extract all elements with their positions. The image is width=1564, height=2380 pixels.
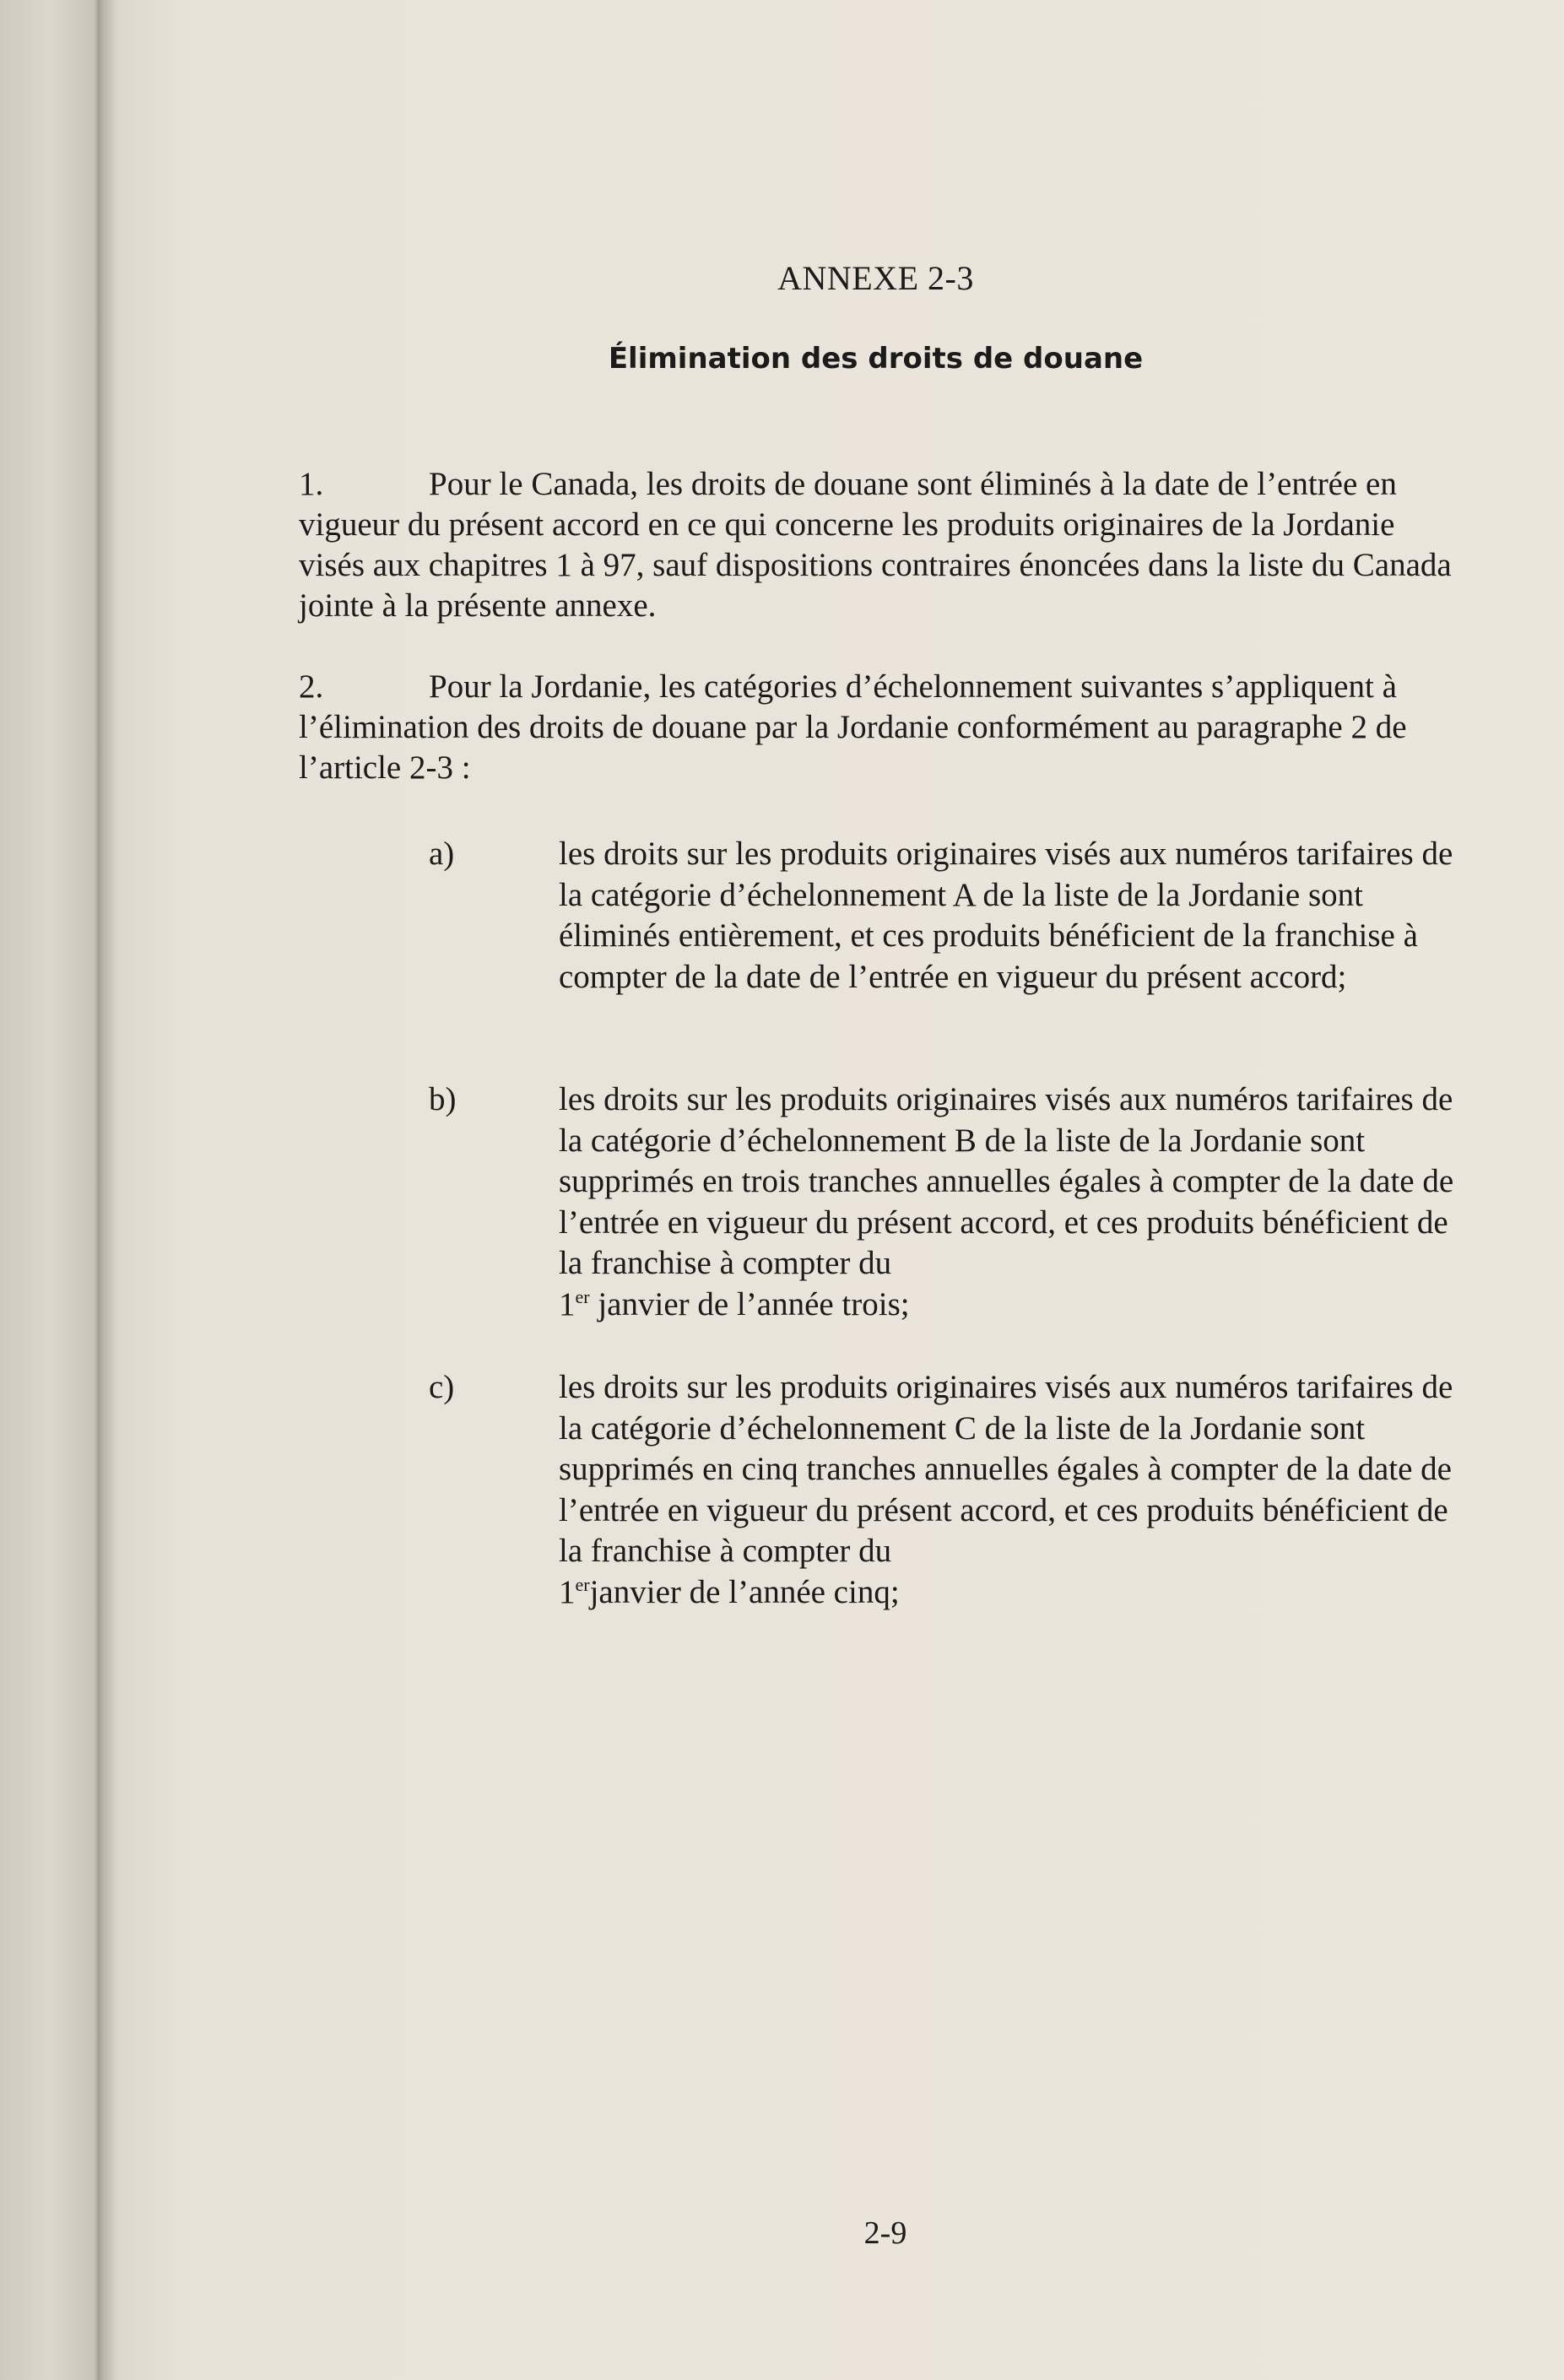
paragraph-1 (299, 464, 1464, 626)
date-rest: janvier de l’année cinq; (589, 1573, 900, 1610)
list-item-text: les droits sur les produits originaires visés aux numéros tarifaires de la catégorie d’échelonnement A de la liste de la Jordanie sont éliminés entièrement, et ces produits bénéficient de la franchise à compter de la date de l’entrée en vigueur du présent accord; (559, 836, 1453, 995)
paragraph-text: Pour le Canada, les droits de douane sont éliminés à la date de l’entrée en vigueur du présent accord en ce qui concerne les produits originaires de la Jordanie visés aux chapitres 1 à 97, sauf dispositions contraires énoncées dans la liste du Canada jointe à la présente annexe. (299, 466, 1452, 624)
annex-title: ANNEXE 2-3 (777, 259, 974, 297)
list-item-text (559, 1367, 1462, 1613)
list-item-letter: b) (429, 1081, 457, 1117)
list-item-letter: c) (429, 1369, 455, 1405)
date-rest: janvier de l’année trois; (589, 1285, 910, 1323)
paragraph-number: 1. (299, 466, 324, 502)
list-item-letter: a) (429, 836, 455, 872)
list-item-text-main: les droits sur les produits originaires visés aux numéros tarifaires de la catégorie d’échelonnement B de la liste de la Jordanie sont supprimés en trois tranches annuelles égales à compter de la date de l’entrée en vigueur du présent accord, et ces produits bénéficient de la franchise à compter du (559, 1081, 1454, 1281)
list-item-text-main: les droits sur les produits originaires visés aux numéros tarifaires de la catégorie d’échelonnement C de la liste de la Jordanie sont supprimés en cinq tranches annuelles égales à compter de la date de l’entrée en vigueur du présent accord, et ces produits bénéficient de la franchise à compter du (559, 1369, 1453, 1569)
date-day: 1 (559, 1285, 576, 1323)
date-ordinal: er (575, 1573, 590, 1595)
paragraph-number: 2. (299, 668, 324, 705)
paragraph-2 (299, 667, 1464, 788)
date-day: 1 (559, 1573, 576, 1610)
paragraph-text: Pour la Jordanie, les catégories d’échelonnement suivantes s’appliquent à l’élimination des droits de douane par la Jordanie conformément au paragraphe 2 de l’article 2-3 : (299, 668, 1407, 786)
annex-subtitle: Élimination des droits de douane (608, 342, 1144, 376)
page-number: 2-9 (863, 2215, 907, 2251)
list-item-text (559, 1079, 1462, 1325)
date-ordinal: er (575, 1285, 590, 1307)
